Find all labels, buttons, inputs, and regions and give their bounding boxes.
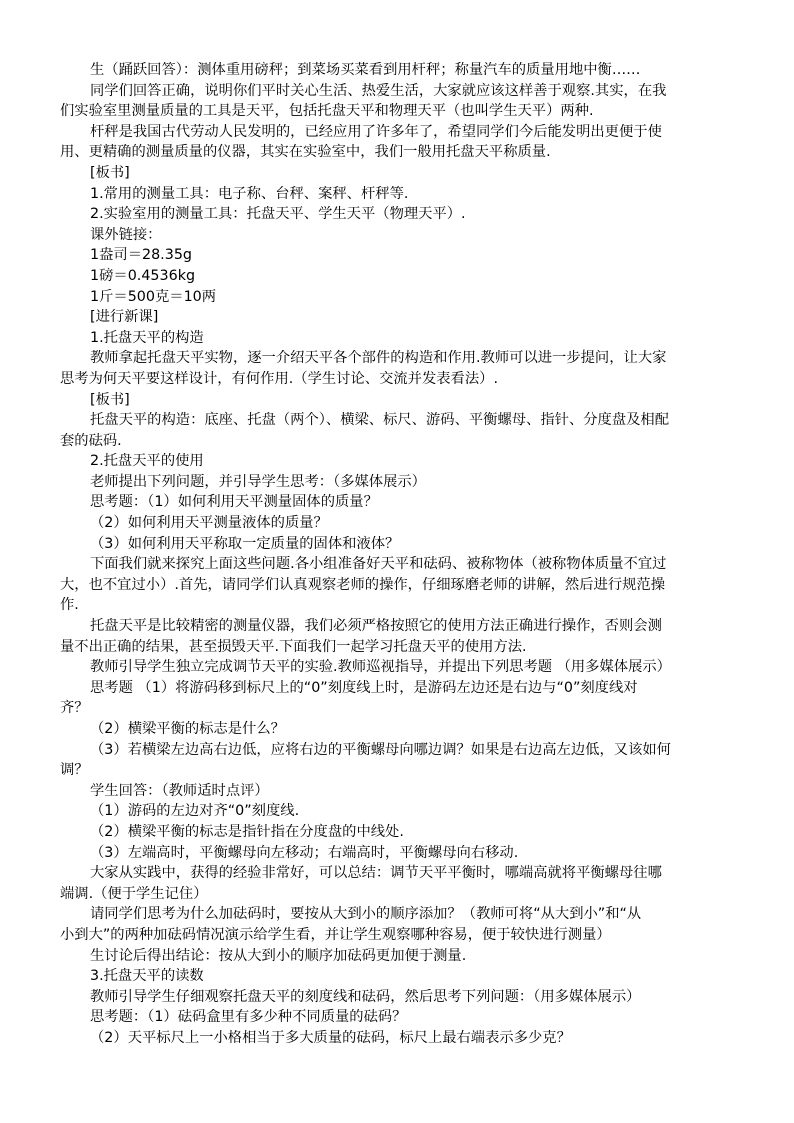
text-line: [板书] [90, 164, 130, 181]
text-line: 2.托盘天平的使用 [90, 453, 204, 470]
text-line: 量不出正确的结果，甚至损毁天平.下面我们一起学习托盘天平的使用方法. [60, 638, 527, 655]
text-line: 思考题：（1）砝码盒里有多少种不同质量的砝码？ [90, 1009, 407, 1026]
text-line: 教师拿起托盘天平实物，逐一介绍天平各个部件的构造和作用.教师可以进一步提问，让大家 [90, 350, 667, 367]
text-line: 思考题：（1）如何利用天平测量固体的质量？ [90, 494, 378, 511]
text-line: 托盘天平的构造：底座、托盘（两个）、横梁、标尺、游码、平衡螺母、指针、分度盘及相配 [90, 412, 670, 429]
text-line: 1.常用的测量工具：电子称、台秤、案秤、杆秤等. [90, 185, 409, 202]
text-line: [板书] [90, 391, 130, 408]
text-line: 作. [60, 597, 79, 614]
text-line: （3）若横梁左边高右边低，应将右边的平衡螺母向哪边调？如果是右边高左边低，又该如何 [90, 741, 671, 758]
text-line: 小到大”的两种加砝码情况演示给学生看，并让学生观察哪种容易，便于较快进行测量） [60, 926, 611, 943]
text-line: 课外链接： [90, 226, 162, 243]
text-line: 思考为何天平要这样设计，有何作用.（学生讨论、交流并发表看法）. [60, 370, 498, 387]
text-line: （2）横梁平衡的标志是指针指在分度盘的中线处. [90, 823, 404, 840]
document-page [60, 60, 736, 1049]
text-line: （2）如何利用天平测量液体的质量？ [90, 515, 328, 532]
text-line: 教师引导学生仔细观察托盘天平的刻度线和砝码，然后思考下列问题：（用多媒体展示） [90, 988, 641, 1005]
text-line: 端调.（便于学生记住） [60, 885, 208, 902]
text-line: 套的砝码. [60, 432, 122, 449]
text-line: （2）天平标尺上一小格相当于多大质量的砝码，标尺上最右端表示多少克？ [90, 1029, 571, 1046]
text-line: 生讨论后得出结论：按从大到小的顺序加砝码更加便于测量. [90, 947, 467, 964]
text-line: 2.实验室用的测量工具：托盘天平、学生天平（物理天平）. [90, 206, 466, 223]
text-line: 们实验室里测量质量的工具是天平，包括托盘天平和物理天平（也叫学生天平）两种. [60, 103, 594, 120]
text-line: 生（踊跃回答）：测体重用磅秤；到菜场买菜看到用杆秤；称量汽车的质量用地中衡…… [90, 62, 641, 78]
text-line: 大，也不宜过小）.首先，请同学们认真观察老师的操作，仔细琢磨老师的讲解，然后进行规范操 [60, 576, 666, 593]
text-line: 老师提出下列问题，并引导学生思考：（多媒体展示） [90, 473, 426, 490]
text-line: （3）左端高时，平衡螺母向左移动；右端高时，平衡螺母向右移动. [90, 844, 519, 861]
text-line: 教师引导学生独立完成调节天平的实验.教师巡视指导，并提出下列思考题 （用多媒体展示） [90, 659, 671, 676]
text-line: （2）横梁平衡的标志是什么？ [90, 721, 285, 737]
text-line: 大家从实践中，获得的经验非常好，可以总结：调节天平平衡时，哪端高就将平衡螺母往哪 [90, 865, 662, 882]
text-line: 1.托盘天平的构造 [90, 329, 204, 346]
text-line: 学生回答：（教师适时点评） [90, 782, 269, 799]
text-line: 同学们回答正确，说明你们平时关心生活、热爱生活，大家就应该这样善于观察.其实，在我 [90, 82, 667, 99]
text-line: 齐？ [60, 700, 89, 717]
text-line: 杆秤是我国古代劳动人民发明的，已经应用了许多年了，希望同学们今后能发明出更便于使 [90, 123, 662, 140]
text-line: 用、更精确的测量质量的仪器，其实在实验室中，我们一般用托盘天平称质量. [60, 144, 551, 161]
text-line: [进行新课] [90, 309, 159, 326]
text-line: （1）游码的左边对齐“0”刻度线. [90, 803, 300, 820]
text-line: 托盘天平是比较精密的测量仪器，我们必须严格按照它的使用方法正确进行操作，否则会测 [90, 618, 662, 635]
text-line: （3）如何利用天平称取一定质量的固体和液体？ [90, 535, 400, 552]
text-line: 调？ [60, 762, 89, 779]
text-line: 3.托盘天平的读数 [90, 968, 204, 985]
text-line: 思考题 （1）将游码移到标尺上的“0”刻度线上时，是游码左边还是右边与“0”刻度线对 [90, 679, 638, 696]
text-line: 1盎司＝28.35g [90, 247, 192, 264]
text-line: 下面我们就来探究上面这些问题.各小组准备好天平和砝码、被称物体（被称物体质量不宜过 [90, 556, 667, 573]
text-line: 请同学们思考为什么加砝码时，要按从大到小的顺序添加？（教师可将“从大到小”和“从 [90, 906, 642, 923]
text-line: 1磅＝0.4536kg [90, 267, 196, 284]
text-line: 1斤＝500克＝10两 [90, 288, 217, 305]
